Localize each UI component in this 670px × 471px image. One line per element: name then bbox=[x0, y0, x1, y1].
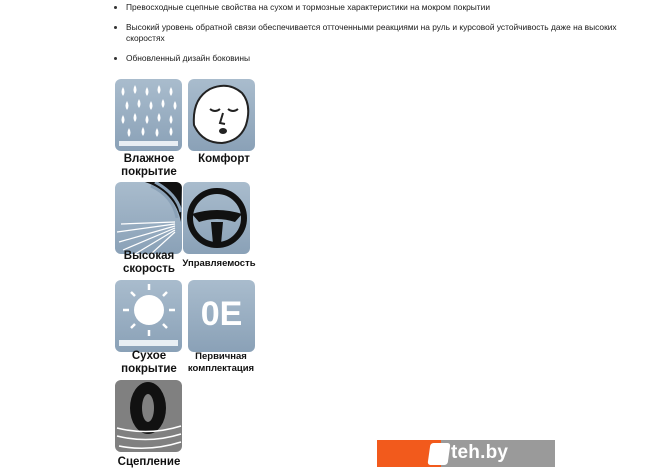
bullet-text: Превосходные сцепные свойства на сухом и тормозные характеристики на мокром покрытии bbox=[126, 2, 490, 12]
sun-icon bbox=[115, 280, 182, 352]
logo-mark-icon bbox=[427, 443, 450, 465]
comfort-tile bbox=[188, 79, 255, 151]
high-speed-caption: Высокая скорость bbox=[122, 250, 176, 275]
bullet-text: Высокий уровень обратной связи обеспечивается отточенными реакциями на руль и курсовой устойчивость даже на высоких скоростях bbox=[126, 22, 617, 43]
oe-badge-icon: 0E bbox=[200, 295, 243, 333]
bullet-item bbox=[113, 22, 633, 44]
handling-caption: Управляемость bbox=[182, 258, 256, 269]
steering-wheel-icon bbox=[183, 182, 250, 254]
teh-by-logo bbox=[377, 440, 555, 467]
bullet-item bbox=[113, 2, 633, 13]
handling-tile bbox=[183, 182, 250, 254]
wet-surface-tile bbox=[115, 79, 182, 151]
original-equipment-caption: Первичная комплектация bbox=[187, 351, 255, 374]
tire-grip-icon bbox=[115, 380, 182, 452]
tire-speed-icon bbox=[115, 182, 182, 254]
logo-text: teh.by bbox=[451, 442, 509, 463]
rain-drops-icon bbox=[115, 79, 182, 151]
bullet-text: Обновленный дизайн боковины bbox=[126, 53, 251, 63]
feature-bullet-list bbox=[113, 2, 633, 73]
original-equipment-tile bbox=[188, 280, 255, 352]
comfort-caption: Комфорт bbox=[198, 153, 250, 165]
bullet-item bbox=[113, 53, 633, 64]
dry-surface-tile bbox=[115, 280, 182, 352]
grip-tile bbox=[115, 380, 182, 452]
dry-surface-caption: Сухое покрытие bbox=[121, 350, 177, 375]
grip-caption: Сцепление bbox=[117, 456, 181, 468]
sleeping-face-icon bbox=[188, 79, 255, 151]
bullet-dot-icon bbox=[114, 26, 117, 29]
bullet-dot-icon bbox=[114, 6, 117, 9]
high-speed-tile bbox=[115, 182, 182, 254]
bullet-dot-icon bbox=[114, 57, 117, 60]
wet-surface-caption: Влажное покрытие bbox=[121, 153, 177, 178]
